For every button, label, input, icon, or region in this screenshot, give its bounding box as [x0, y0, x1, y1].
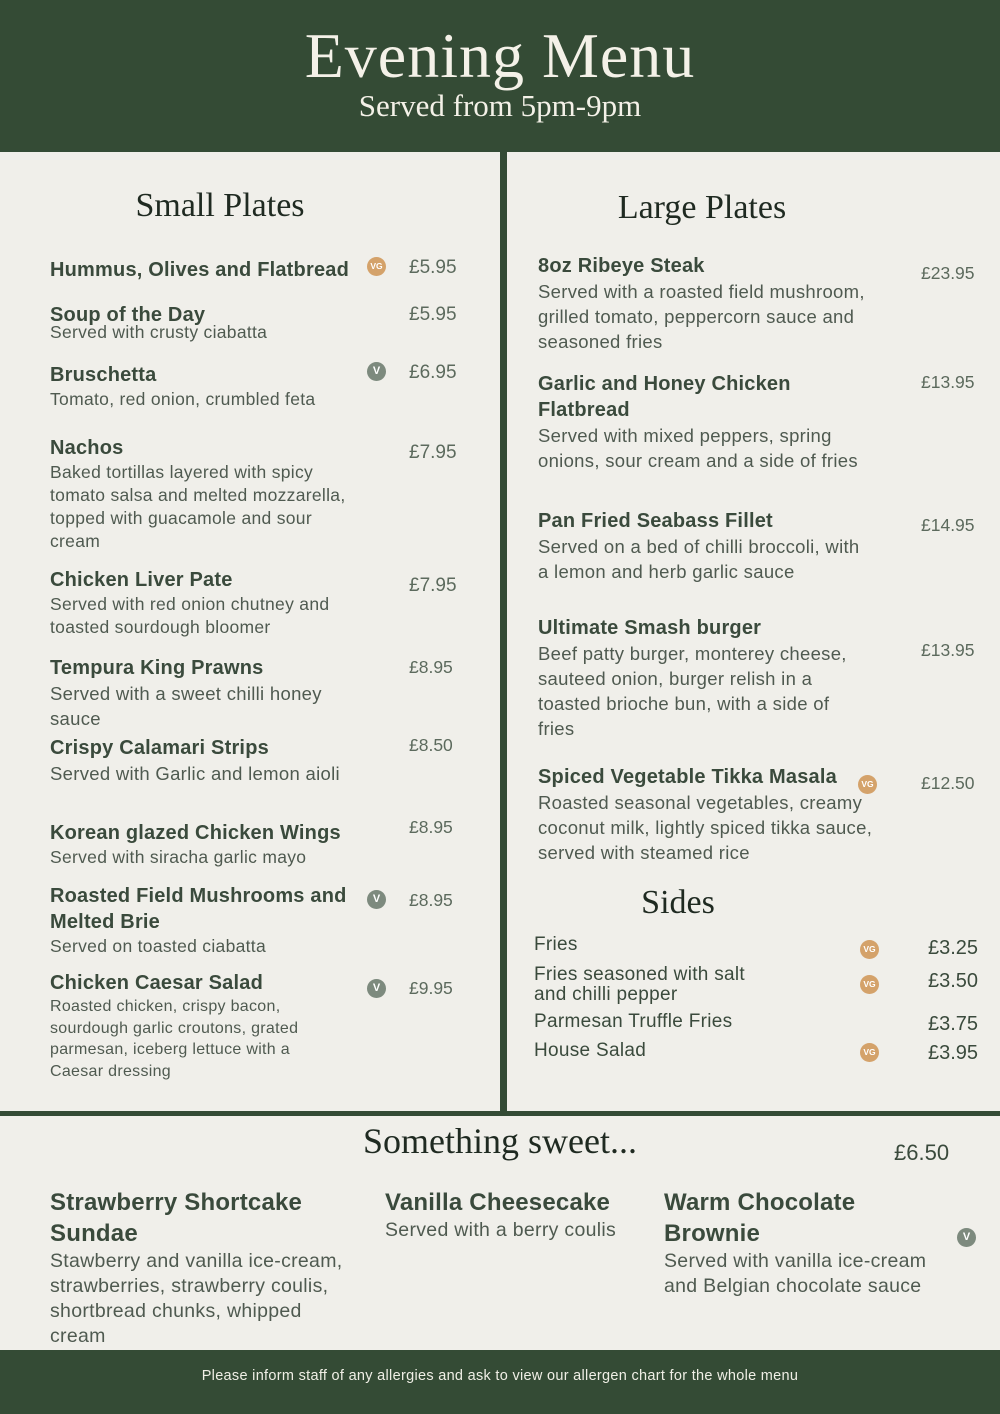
- item-description: Stawberry and vanilla ice-cream, strawberries, strawberry coulis, shortbread chunks, whipped cream: [50, 1250, 343, 1347]
- side-item-name: Fries seasoned with salt and chilli pepper: [534, 964, 746, 1005]
- side-item-name: House Salad: [534, 1040, 647, 1061]
- item-price: £13.95: [921, 372, 975, 392]
- menu-item: [538, 764, 878, 865]
- item-name: Nachos: [50, 437, 124, 459]
- item-name: Chicken Caesar Salad: [50, 972, 263, 994]
- dessert-title: Something sweet...: [363, 1121, 637, 1161]
- item-description: Served with mixed peppers, spring onions, sour cream and a side of fries: [538, 425, 858, 471]
- side-item-price: £3.75: [928, 1013, 979, 1035]
- item-name: Strawberry Shortcake Sundae: [50, 1189, 303, 1247]
- menu-title: Evening Menu: [304, 20, 696, 91]
- item-name: Ultimate Smash burger: [538, 617, 762, 639]
- item-name: Crispy Calamari Strips: [50, 737, 269, 759]
- item-name: Garlic and Honey Chicken Flatbread: [538, 373, 791, 421]
- item-name: Korean glazed Chicken Wings: [50, 822, 341, 844]
- side-item-price: £3.50: [928, 970, 979, 992]
- item-name: Vanilla Cheesecake: [385, 1189, 611, 1216]
- menu-item: [538, 615, 868, 741]
- menu-item: [50, 970, 320, 1082]
- small-plates-title: Small Plates: [135, 187, 305, 224]
- item-name: Tempura King Prawns: [50, 657, 264, 679]
- menu-item: [538, 253, 878, 354]
- item-name: Soup of the Day: [50, 304, 206, 326]
- item-description: Tomato, red onion, crumbled feta: [50, 389, 316, 409]
- sides-title: Sides: [641, 884, 715, 921]
- item-name: Spiced Vegetable Tikka Masala: [538, 766, 837, 788]
- item-description: Served with siracha garlic mayo: [50, 847, 307, 867]
- item-price: £5.95: [409, 257, 457, 278]
- item-price: £7.95: [409, 575, 457, 596]
- menu-item: [538, 508, 868, 584]
- item-price: £9.95: [409, 978, 453, 998]
- menu-item: [50, 362, 370, 411]
- vegan-badge-icon: VG: [858, 775, 877, 794]
- item-description: Served with a berry coulis: [385, 1219, 617, 1241]
- item-price: £8.95: [409, 817, 453, 837]
- menu-subtitle: Served from 5pm-9pm: [358, 88, 642, 123]
- item-description: Served on toasted ciabatta: [50, 936, 266, 956]
- side-item-name: Parmesan Truffle Fries: [534, 1011, 733, 1032]
- item-description: Roasted chicken, crispy bacon, sourdough garlic croutons, grated parmesan, iceberg lettuce with a Caesar dressing: [50, 998, 299, 1080]
- column-divider: [500, 152, 507, 1114]
- menu-header: [0, 0, 1000, 152]
- item-description: Beef patty burger, monterey cheese, sauteed onion, burger relish in a toasted brioche bun, with a side of fries: [538, 643, 847, 739]
- item-price: £23.95: [921, 263, 975, 283]
- vegan-badge-icon: VG: [860, 975, 879, 994]
- item-description: Served with crusty ciabatta: [50, 322, 268, 342]
- item-name: Bruschetta: [50, 364, 157, 386]
- item-description: Baked tortillas layered with spicy tomato salsa and melted mozzarella, topped with guacamole and sour cream: [50, 462, 346, 551]
- item-description: Served on a bed of chilli broccoli, with a lemon and herb garlic sauce: [538, 536, 860, 582]
- menu-item: [50, 257, 360, 283]
- item-price: £6.95: [409, 362, 457, 383]
- item-name: Hummus, Olives and Flatbread: [50, 259, 350, 281]
- dessert-item: [664, 1187, 954, 1299]
- dessert-item: [385, 1187, 635, 1243]
- item-price: £13.95: [921, 640, 975, 660]
- menu-item: [538, 371, 868, 473]
- menu-item: [50, 820, 370, 869]
- side-item-price: £3.95: [928, 1042, 979, 1064]
- item-name: Pan Fried Seabass Fillet: [538, 510, 773, 532]
- menu-item: [50, 735, 340, 786]
- item-name: Roasted Field Mushrooms and Melted Brie: [50, 885, 347, 933]
- dessert-price: £6.50: [894, 1140, 950, 1165]
- item-price: £7.95: [409, 442, 457, 463]
- side-item-name: Fries: [534, 934, 578, 955]
- vegan-badge-icon: VG: [367, 257, 386, 276]
- item-name: Warm Chocolate Brownie: [664, 1189, 856, 1247]
- item-price: £12.50: [921, 773, 975, 793]
- vegetarian-badge-icon: V: [957, 1228, 976, 1247]
- vegan-badge-icon: VG: [860, 940, 879, 959]
- dessert-item: [50, 1187, 360, 1349]
- vegetarian-badge-icon: V: [367, 362, 386, 381]
- item-description: Roasted seasonal vegetables, creamy coconut milk, lightly spiced tikka sauce, served with steamed rice: [538, 792, 873, 863]
- item-name: 8oz Ribeye Steak: [538, 255, 705, 277]
- menu-item: [50, 655, 340, 731]
- item-price: £8.95: [409, 657, 453, 677]
- item-price: £14.95: [921, 515, 975, 535]
- vegetarian-badge-icon: V: [367, 890, 386, 909]
- item-description: Served with red onion chutney and toasted sourdough bloomer: [50, 594, 330, 637]
- menu-item: [50, 302, 370, 344]
- menu-item: [50, 883, 350, 958]
- dessert-divider: [0, 1111, 1000, 1116]
- menu-item: [50, 435, 360, 553]
- item-description: Served with a sweet chilli honey sauce: [50, 683, 322, 729]
- vegetarian-badge-icon: V: [367, 979, 386, 998]
- item-price: £8.95: [409, 890, 453, 910]
- item-description: Served with a roasted field mushroom, grilled tomato, peppercorn sauce and seasoned fries: [538, 281, 865, 352]
- item-name: Chicken Liver Pate: [50, 569, 233, 591]
- item-price: £5.95: [409, 304, 457, 325]
- item-description: Served with vanilla ice-cream and Belgian chocolate sauce: [664, 1250, 927, 1297]
- item-description: Served with Garlic and lemon aioli: [50, 763, 340, 784]
- allergen-footer: Please inform staff of any allergies and ask to view our allergen chart for the whole menu: [0, 1350, 1000, 1414]
- item-price: £8.50: [409, 735, 453, 755]
- menu-item: [50, 567, 350, 639]
- large-plates-title: Large Plates: [617, 189, 787, 226]
- side-item-price: £3.25: [928, 937, 979, 959]
- vegan-badge-icon: VG: [860, 1043, 879, 1062]
